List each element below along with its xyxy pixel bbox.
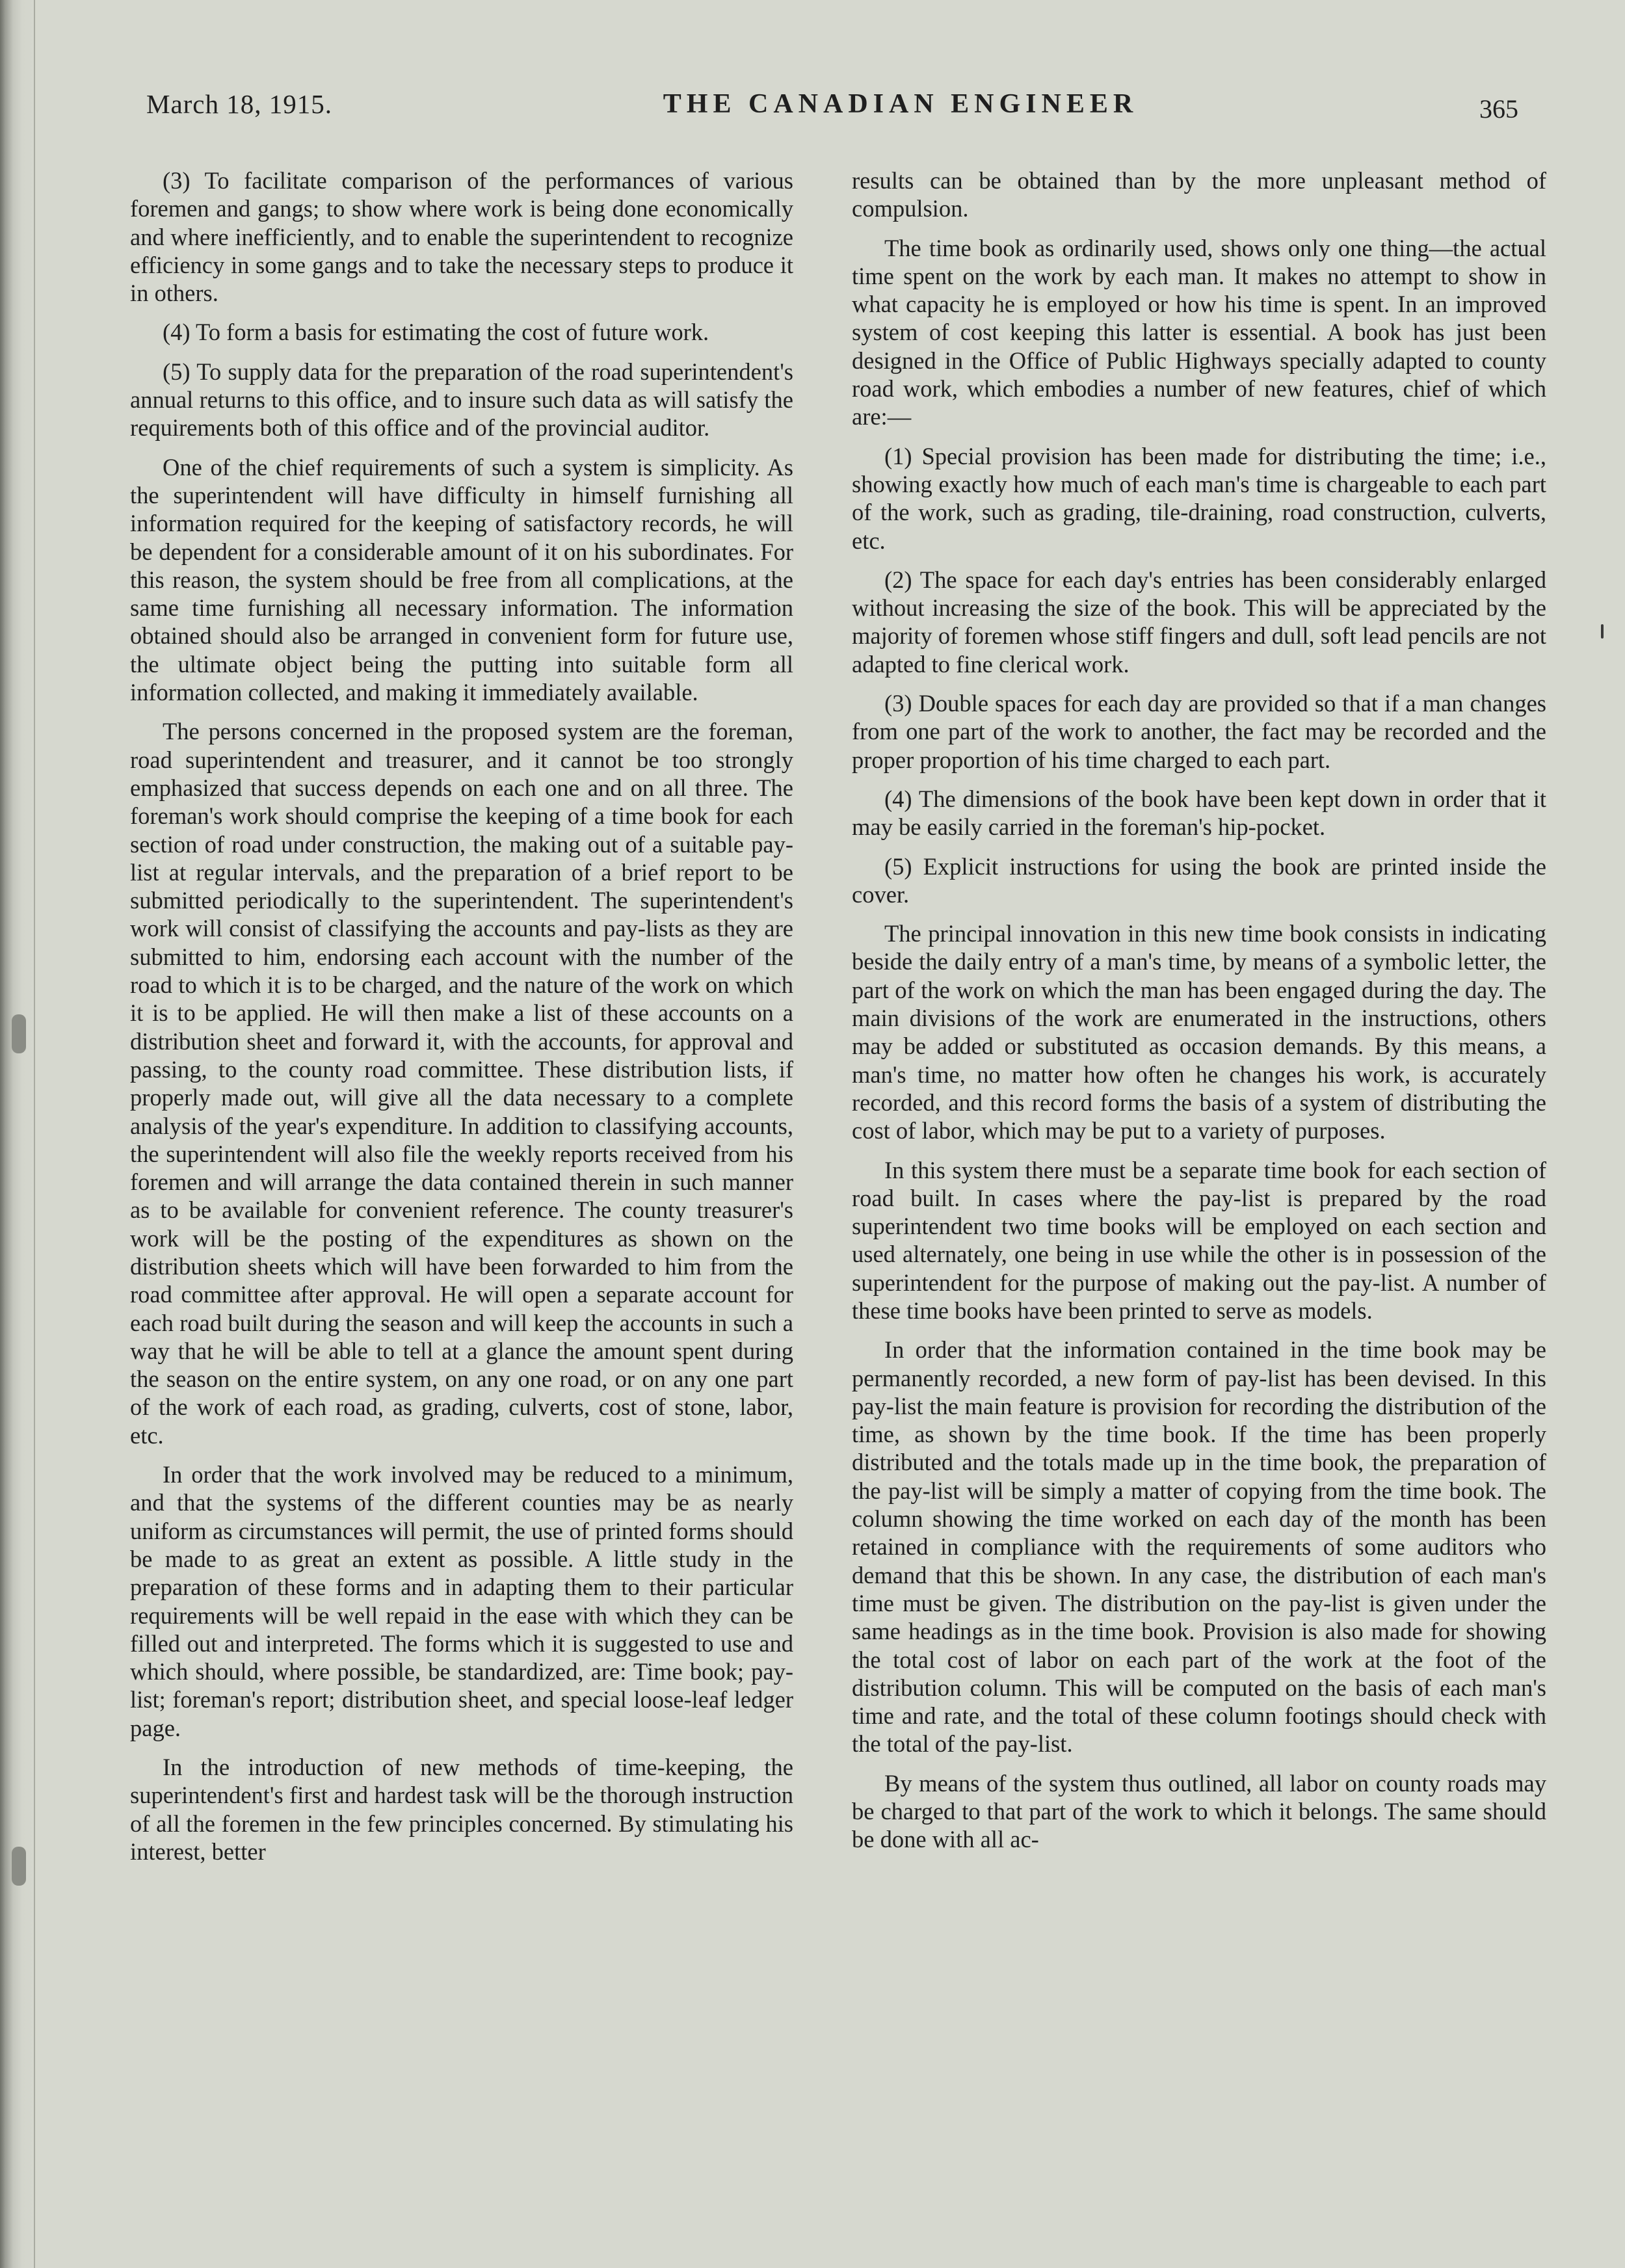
- page-speck: [1601, 624, 1604, 639]
- binding-shadow: [34, 0, 35, 2268]
- paragraph: (4) The dimensions of the book have been kept down in order that it may be easily carried in the foreman's hip-pocket.: [852, 785, 1546, 841]
- paragraph: In order that the information contained in the time book may be permanently recorded, a new form of pay-list has been devised. In this pay-list the main feature is provision for recording the distribution of the time, as shown by the time book. If the time has been properly distributed and the totals made up in the time book, the preparation of the pay-list will be simply a matter of copying from the time book. The column showing the time worked on each day of the month has been retained in compliance with the requirements of some auditors who demand that this be shown. In any case, the distribution of each man's time must be given. The distribution on the pay-list is given under the same headings as in the time book. Provision is also made for showing the total cost of labor on each part of the work at the foot of the distribution column. This will be computed on the basis of each man's time and rate, and the total of these column footings should check with the total of the pay-list.: [852, 1336, 1546, 1758]
- paragraph: One of the chief requirements of such a system is simplicity. As the superintendent will have difficulty in himself furnishing all information required for the keeping of satisfactory records, he will be dependent for a considerable amount of it on his subordinates. For this reason, the system should be free from all complications, at the same time furnishing all necessary information. The information obtained should also be arranged in convenient form for future use, the ultimate object being the putting into suitable form all information collected, and making it immediately available.: [130, 453, 793, 706]
- paragraph: results can be obtained than by the more unpleasant method of compulsion.: [852, 167, 1546, 222]
- paragraph: In order that the work involved may be reduced to a minimum, and that the systems of the different counties may be as nearly uniform as circumstances will permit, the use of printed forms should be made to as great an extent as possible. A little study in the preparation of these forms and in adapting them to their particular requirements will be well repaid in the ease with which they can be filled out and interpreted. The forms which it is suggested to use and which should, where possible, be standardized, are: Time book; pay-list; foreman's report; distribution sheet, and special loose-leaf ledger page.: [130, 1461, 793, 1741]
- paragraph: (3) To facilitate comparison of the performances of various foremen and gangs; to show where work is being done economically and where inefficiently, and to enable the superintendent to recognize efficiency in some gangs and to take the necessary steps to produce it in others.: [130, 167, 793, 307]
- paragraph: (5) Explicit instructions for using the book are printed inside the cover.: [852, 852, 1546, 908]
- page-number: 365: [1479, 94, 1518, 124]
- binding-mark: [12, 1014, 26, 1053]
- paragraph: The principal innovation in this new time book consists in indicating beside the daily entry of a man's time, by means of a symbolic letter, the part of the work on which the man has been engaged during the day. The main divisions of the work are enumerated in the instructions, others may be added or substituted as occasion demands. By this means, a man's time, no matter how often he changes his work, is accurately recorded, and this record forms the basis of a system of distributing the cost of labor, which may be put to a variety of purposes.: [852, 920, 1546, 1144]
- paragraph: (3) Double spaces for each day are provided so that if a man changes from one part of the work to another, the fact may be recorded and the proper proportion of his time charged to each part.: [852, 690, 1546, 773]
- issue-date: March 18, 1915.: [146, 89, 333, 119]
- journal-title: THE CANADIAN ENGINEER: [663, 89, 1139, 119]
- paragraph: (1) Special provision has been made for distributing the time; i.e., showing exactly how much of each man's time is chargeable to each part of the work, such as grading, tile-draining, road construction, culverts, etc.: [852, 442, 1546, 554]
- left-column: [130, 166, 793, 1877]
- paragraph: By means of the system thus outlined, all labor on county roads may be charged to that part of the work to which it belongs. The same should be done with all ac-: [852, 1769, 1546, 1853]
- paragraph: In the introduction of new methods of time-keeping, the superintendent's first and hardest task will be the thorough instruction of all the foremen in the few principles concerned. By stimulating his interest, better: [130, 1754, 793, 1865]
- running-header: [146, 83, 1518, 129]
- paragraph: (5) To supply data for the preparation of the road superintendent's annual returns to this office, and to insure such data as will satisfy the requirements both of this office and of the provincial auditor.: [130, 358, 793, 442]
- paragraph: In this system there must be a separate time book for each section of road built. In cases where the pay-list is prepared by the road superintendent two time books will be employed on each section and used alternately, one being in use while the other is in possession of the superintendent for the purpose of making out the pay-list. A number of these time books have been printed to serve as models.: [852, 1156, 1546, 1324]
- paragraph: The time book as ordinarily used, shows only one thing—the actual time spent on the work by each man. It makes no attempt to show in what capacity he is employed or how his time is spent. In an improved system of cost keeping this latter is essential. A book has just been designed in the Office of Public Highways specially adapted to county road work, which embodies a number of new features, chief of which are:—: [852, 234, 1546, 430]
- paragraph: (4) To form a basis for estimating the cost of future work.: [163, 319, 709, 346]
- paragraph: (2) The space for each day's entries has been considerably enlarged without increasing the size of the book. This will be appreciated by the majority of foremen whose stiff fingers and dull, soft lead pencils are not adapted to fine clerical work.: [852, 566, 1546, 678]
- paragraph: The persons concerned in the proposed system are the foreman, road superintendent and treasurer, and it cannot be too strongly emphasized that success depends on each one and on all three. The foreman's work should comprise the keeping of a time book for each section of road under construction, the making out of a suitable pay-list at regular intervals, and the preparation of a brief report to be submitted periodically to the superintendent. The superintendent's work will consist of classifying the accounts and pay-lists as they are submitted to him, endorsing each account with the number of the road to which it is to be charged, and the nature of the work on which it is to be applied. He will then make a list of these accounts on a distribution sheet and forward it, with the accounts, for approval and passing, to the county road committee. These distribution lists, if properly made out, will give all the data necessary to a complete analysis of the year's expenditure. In addition to classifying accounts, the superintendent will also file the weekly reports received from his foremen and will arrange the data contained therein in such manner as to be available for convenient reference. The county treasurer's work will be the posting of the expenditures as shown on the distribution sheets which will have been forwarded to him from the road committee after approval. He will open a separate account for each road built during the season and will keep the accounts in such a way that he will be able to tell at a glance the amount spent during the season on the entire system, on any one road, or on any one part of the work of each road, as grading, culverts, cost of stone, labor, etc.: [130, 718, 793, 1449]
- right-column: [852, 166, 1546, 1865]
- binding-mark: [12, 1847, 26, 1886]
